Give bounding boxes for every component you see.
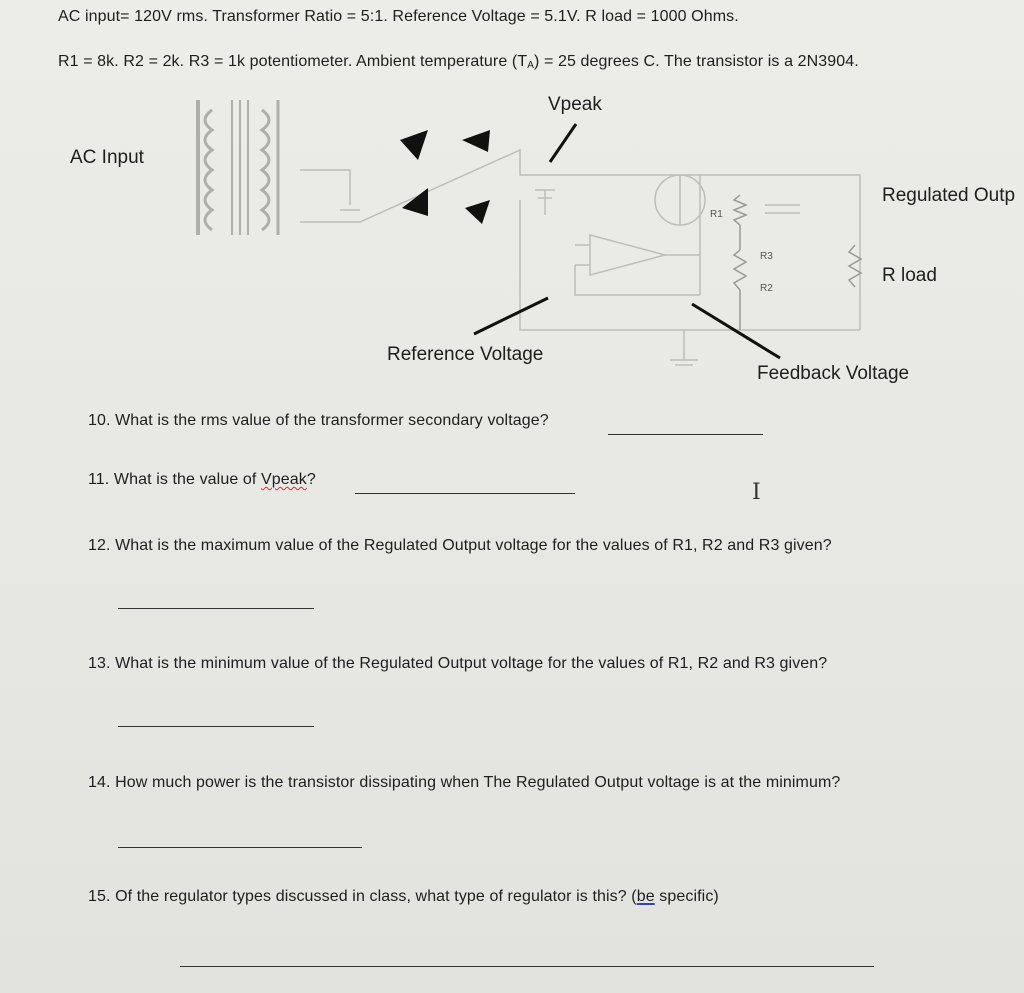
given-values-line-1: AC input= 120V rms. Transformer Ratio = 5:1. Reference Voltage = 5.1V. R load = 1000 Ohms. [58, 8, 739, 25]
r2-label: R2 [760, 283, 773, 294]
question-text-end: ? [306, 471, 316, 488]
answer-line-14[interactable] [118, 847, 362, 848]
rload-label: R load [882, 265, 937, 286]
question-number: 14. [88, 774, 111, 791]
regulated-output-label: Regulated Outp [882, 185, 1016, 206]
question-10 [88, 412, 549, 430]
answer-line-10[interactable] [608, 434, 763, 435]
bridge-diodes [400, 130, 490, 224]
spellcheck-word: Vpeak [260, 471, 307, 488]
given-values-line-2-text: R1 = 8k. R2 = 2k. R3 = 1k potentiometer. Ambient temperature (T [58, 53, 528, 70]
question-text: What is the value of [113, 471, 261, 488]
diode-1 [400, 130, 428, 160]
question-13 [88, 655, 827, 673]
diode-4 [465, 200, 490, 224]
question-text: What is the maximum value of the Regulated Output voltage for the values of R1, R2 and R3 given? [115, 537, 832, 554]
resistor-symbols [734, 195, 861, 330]
ac-input-label: AC Input [70, 147, 144, 168]
question-text: Of the regulator types discussed in class, what type of regulator is this? ( [115, 888, 637, 905]
answer-line-11[interactable] [355, 493, 575, 494]
question-text: What is the minimum value of the Regulated Output voltage for the values of R1, R2 and R3 given? [115, 655, 828, 672]
question-14 [88, 774, 840, 792]
rectifier-wiring [300, 150, 860, 365]
r1-label: R1 [710, 209, 723, 220]
grammar-flagged-word: be [636, 888, 655, 905]
reference-voltage-pointer [474, 298, 548, 334]
ambient-subscript: A [527, 60, 534, 71]
question-11 [88, 471, 316, 489]
question-text: How much power is the transistor dissipating when The Regulated Output voltage is at the minimum? [115, 774, 841, 791]
answer-line-12[interactable] [118, 608, 314, 609]
question-number: 11. [88, 471, 110, 488]
r3-label: R3 [760, 251, 773, 262]
feedback-voltage-pointer [692, 304, 780, 358]
question-15 [88, 888, 719, 906]
transformer-symbol [198, 100, 278, 235]
answer-line-13[interactable] [118, 726, 314, 727]
vpeak-pointer [550, 124, 576, 162]
question-text: What is the rms value of the transformer secondary voltage? [115, 412, 549, 429]
question-12 [88, 537, 832, 555]
question-number: 12. [88, 537, 111, 554]
answer-line-15[interactable] [180, 966, 874, 967]
reference-voltage-label: Reference Voltage [387, 344, 544, 365]
given-values-line-2-text-end: ) = 25 degrees C. The transistor is a 2N3904. [533, 53, 859, 70]
text-cursor-icon: I [752, 480, 761, 505]
question-number: 10. [88, 412, 111, 429]
vpeak-label: Vpeak [548, 94, 602, 115]
feedback-voltage-label: Feedback Voltage [757, 363, 910, 384]
circuit-diagram [0, 0, 1024, 400]
diode-2 [462, 130, 490, 152]
question-number: 13. [88, 655, 111, 672]
question-text-end: specific) [654, 888, 719, 905]
question-number: 15. [88, 888, 111, 905]
